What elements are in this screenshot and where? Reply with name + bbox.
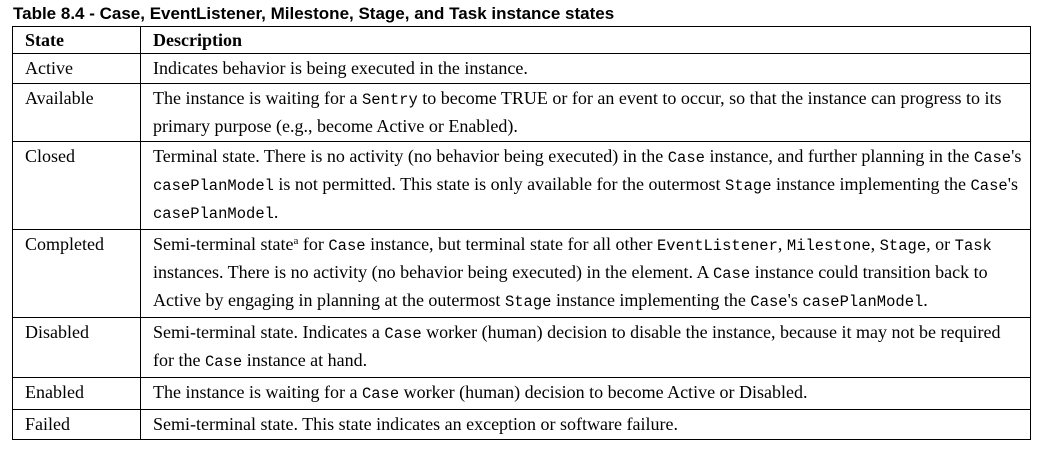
state-cell: Completed — [13, 230, 141, 318]
code-term: EventListener — [656, 237, 778, 255]
code-term: Task — [954, 237, 992, 255]
description-cell — [141, 84, 1031, 142]
code-term: Stage — [725, 177, 772, 195]
code-term: Stage — [879, 237, 927, 255]
code-term: casePlanModel — [153, 205, 274, 223]
description-text: Semi-terminal state. Indicates a — [153, 322, 385, 342]
description-text: , or — [926, 234, 955, 254]
state-cell: Disabled — [13, 318, 141, 378]
table-row — [13, 230, 1031, 318]
code-term: Case — [204, 353, 243, 371]
state-cell: Available — [13, 84, 141, 142]
table-row — [13, 318, 1031, 378]
description-text: The instance is waiting for a — [153, 88, 362, 108]
document — [12, 4, 1030, 440]
description-text: worker (human) decision to become Active or Disabled. — [399, 382, 808, 402]
description-text: Indicates behavior is being executed in the instance. — [153, 58, 528, 78]
code-term: Case — [750, 293, 788, 311]
code-term: Case — [973, 149, 1012, 167]
table-row — [13, 54, 1031, 84]
code-term: Stage — [504, 293, 552, 311]
description-text: , — [777, 234, 787, 254]
description-text: , — [870, 234, 880, 254]
code-term: Case — [384, 325, 422, 343]
code-term: casePlanModel — [153, 177, 274, 195]
state-cell: Active — [13, 54, 141, 84]
table-caption: Table 8.4 - Case, EventListener, Milestone, Stage, and Task instance states — [13, 4, 615, 23]
state-cell: Enabled — [13, 378, 141, 410]
description-text: instance at hand. — [242, 350, 368, 370]
description-text: Terminal state. There is no activity (no behavior being executed) in the — [153, 146, 668, 166]
description-text: Semi-terminal state — [153, 234, 294, 254]
table-row — [13, 410, 1031, 440]
table-row — [13, 378, 1031, 410]
description-text: is not permitted. This state is only available for the outermost — [273, 174, 726, 194]
description-cell — [141, 410, 1031, 440]
description-text: 's — [1007, 174, 1018, 194]
description-text: instance could transition back to Active by engaging in planning at the outermost — [153, 262, 988, 310]
description-text: instance implementing the — [771, 174, 971, 194]
code-term: Milestone — [786, 237, 871, 255]
instance-states-table — [12, 26, 1031, 440]
table-row — [13, 142, 1031, 230]
description-text: instance implementing the — [551, 290, 751, 310]
description-text: Semi-terminal state. This state indicates an exception or software failure. — [153, 414, 678, 434]
description-text: . — [923, 290, 928, 310]
description-text: to become TRUE or for an event to occur, so that the instance can progress to its primary purpose (e.g., become Active or Enabled). — [153, 88, 1002, 136]
description-cell — [141, 230, 1031, 318]
description-cell — [141, 318, 1031, 378]
description-text: instance, but terminal state for all other — [365, 234, 657, 254]
description-text: 's — [787, 290, 803, 310]
description-cell — [141, 142, 1031, 230]
header-description: Description — [141, 27, 1031, 54]
table-body — [13, 54, 1031, 440]
description-text: worker (human) decision to disable the instance, because it may not be required for the — [153, 322, 1001, 370]
description-cell — [141, 378, 1031, 410]
header-state: State — [13, 27, 141, 54]
code-term: Sentry — [361, 91, 418, 109]
code-term: Case — [667, 149, 705, 167]
state-cell: Closed — [13, 142, 141, 230]
description-text: . — [273, 202, 279, 222]
code-term: Case — [328, 237, 366, 255]
description-text: for — [298, 234, 329, 254]
code-term: Case — [970, 177, 1008, 195]
code-term: Case — [361, 385, 400, 403]
description-text: The instance is waiting for a — [153, 382, 362, 402]
description-text: 's — [1011, 146, 1022, 166]
description-text: instance, and further planning in the — [704, 146, 974, 166]
code-term: casePlanModel — [802, 293, 924, 311]
description-cell — [141, 54, 1031, 84]
description-text: instances. There is no activity (no behavior being executed) in the element. A — [153, 262, 713, 282]
table-header-row — [13, 27, 1031, 54]
table-row — [13, 84, 1031, 142]
code-term: Case — [713, 265, 751, 283]
state-cell: Failed — [13, 410, 141, 440]
footnote-marker: a — [293, 235, 299, 247]
